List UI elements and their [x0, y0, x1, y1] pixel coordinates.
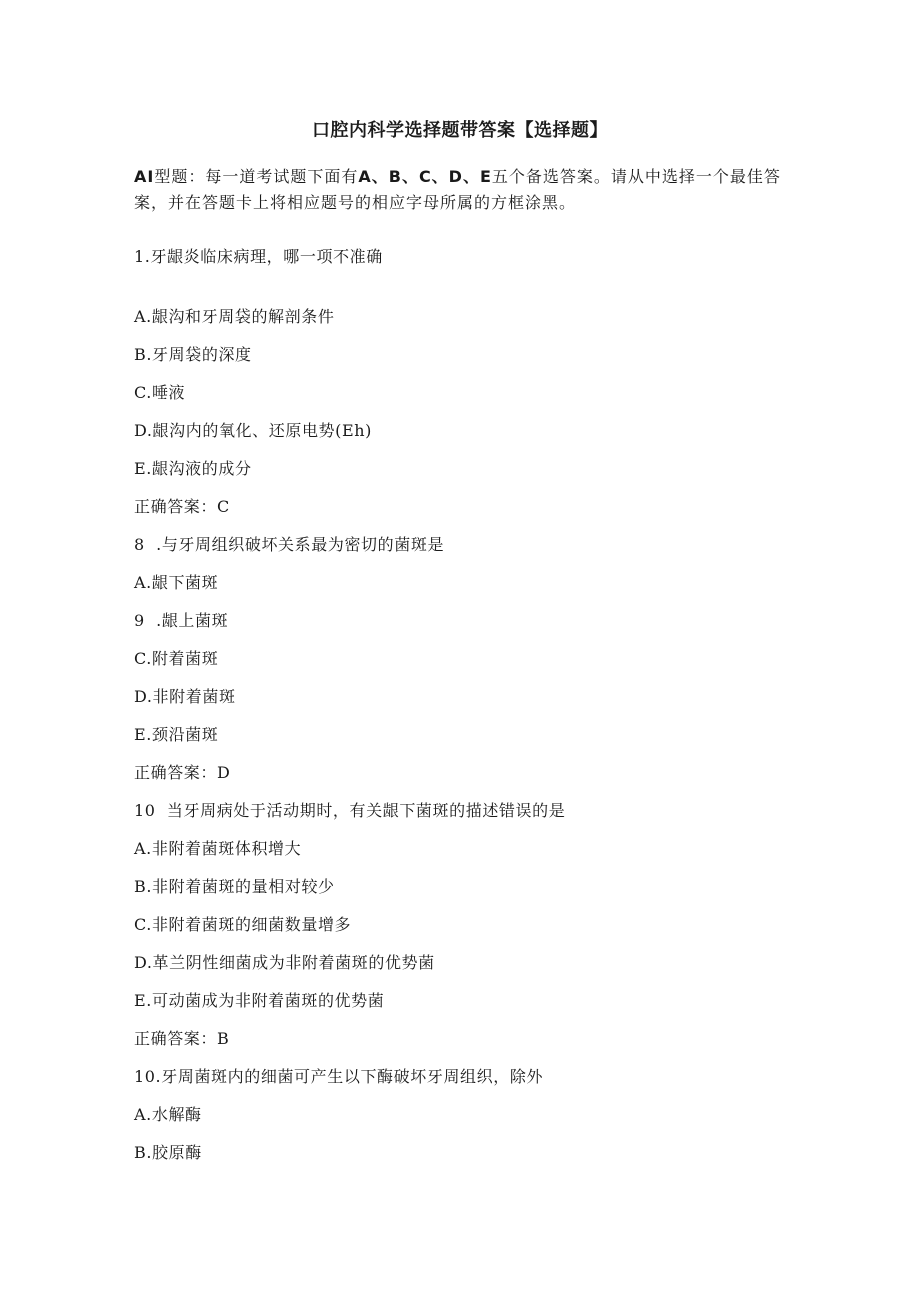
instructions-paragraph — [134, 164, 794, 216]
answer-option: E.可动菌成为非附着菌斑的优势菌 — [134, 991, 385, 1010]
question-stem: 1.牙龈炎临床病理，哪一项不准确 — [134, 247, 383, 266]
answer-option: D.非附着菌斑 — [134, 687, 236, 706]
answer-option: A.龈下菌斑 — [134, 573, 219, 592]
answer-option: B.非附着菌斑的量相对较少 — [134, 877, 335, 896]
correct-answer: 正确答案：B — [134, 1029, 230, 1048]
answer-option: D.革兰阴性细菌成为非附着菌斑的优势菌 — [134, 953, 435, 972]
answer-option: E.龈沟液的成分 — [134, 459, 252, 478]
question-stem: 8 .与牙周组织破坏关系最为密切的菌斑是 — [134, 535, 445, 554]
answer-option: 9 .龈上菌斑 — [134, 611, 229, 630]
answer-option: A.水解酶 — [134, 1105, 202, 1124]
answer-option: C.附着菌斑 — [134, 649, 219, 668]
question-stem: 10 当牙周病处于活动期时，有关龈下菌斑的描述错误的是 — [134, 801, 566, 820]
answer-option: A.龈沟和牙周袋的解剖条件 — [134, 307, 335, 326]
question-type-prefix: AI — [134, 167, 155, 186]
answer-option: D.龈沟内的氧化、还原电势(Eh) — [134, 421, 373, 440]
answer-option: B.牙周袋的深度 — [134, 345, 252, 364]
instructions-text-2: 五个备选答案。请从中选择一个最佳答案，并在答题卡上将相应题号的相应字母所属的方框涂黑。 — [134, 167, 781, 212]
correct-answer: 正确答案：D — [134, 763, 231, 782]
instructions-text-1: 型题：每一道考试题下面有 — [154, 167, 359, 186]
answer-option: E.颈沿菌斑 — [134, 725, 219, 744]
question-stem: 10.牙周菌斑内的细菌可产生以下酶破坏牙周组织，除外 — [134, 1067, 544, 1086]
document-title: 口腔内科学选择题带答案【选择题】 — [312, 120, 608, 141]
answer-option: A.非附着菌斑体积增大 — [134, 839, 302, 858]
correct-answer: 正确答案：C — [134, 497, 230, 516]
answer-option: B.胶原酶 — [134, 1143, 202, 1162]
answer-option: C.非附着菌斑的细菌数量增多 — [134, 915, 352, 934]
option-letters: A、B、C、D、E — [358, 167, 492, 186]
answer-option: C.唾液 — [134, 383, 186, 402]
